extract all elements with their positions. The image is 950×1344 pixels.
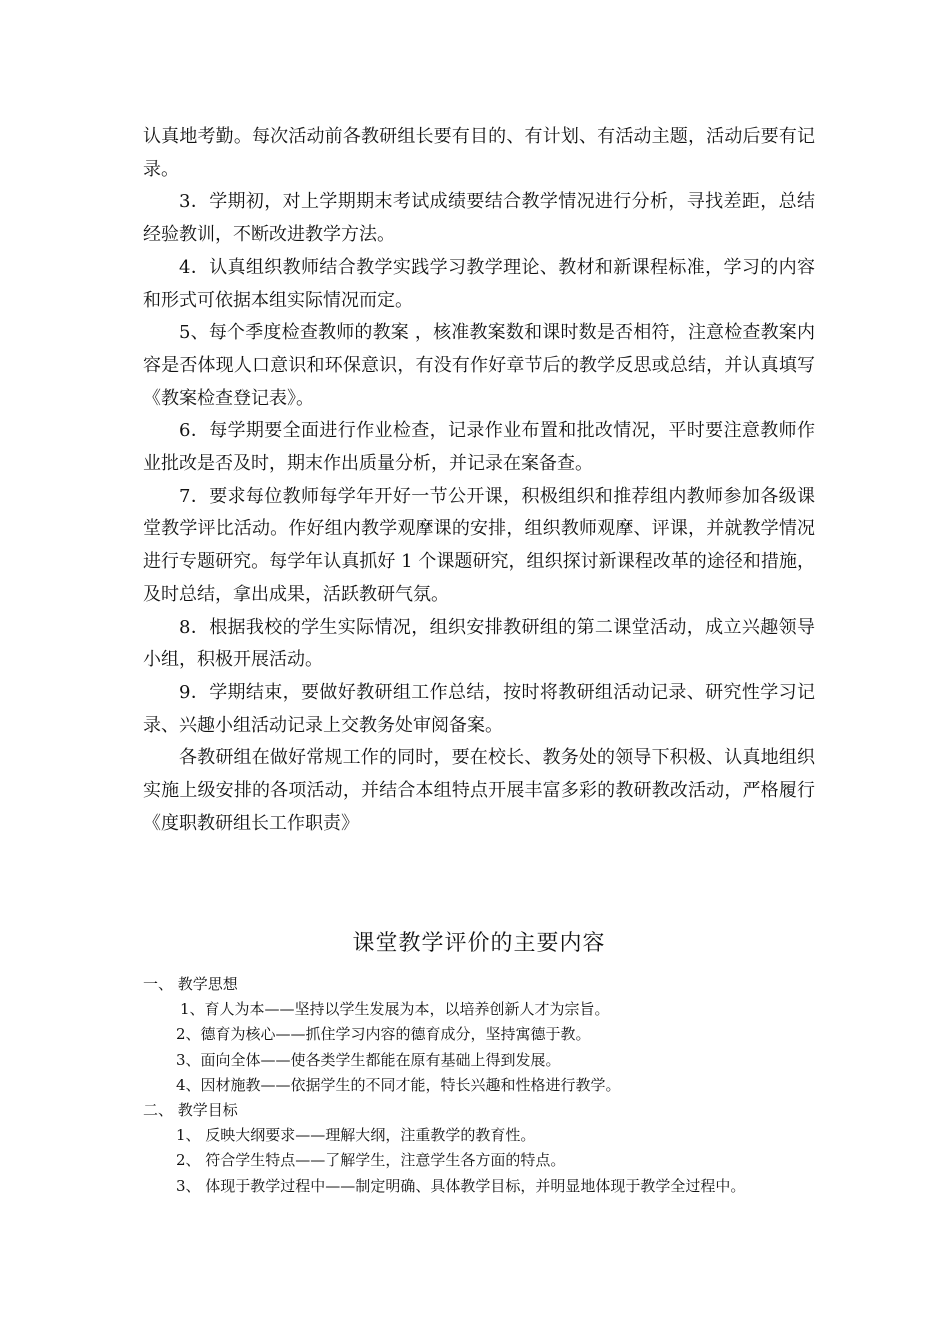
outline-item: 1、 反映大纲要求——理解大纲，注重教学的教育性。 [176, 1126, 536, 1145]
paragraph-item-9: 9．学期结束，要做好教研组工作总结，按时将教研组活动记录、研究性学习记录、兴趣小组活动记录上交教务处审阅备案。 [143, 681, 815, 736]
regulation-body [143, 121, 815, 840]
paragraph-item-6: 6．每学期要全面进行作业检查，记录作业布置和批改情况，平时要注意教师作业批改是否及时，期末作出质量分析，并记录在案备查。 [143, 420, 815, 475]
paragraph-continuation: 认真地考勤。每次活动前各教研组长要有目的、有计划、有活动主题，活动后要有记录。 [143, 126, 815, 180]
outline-item: 2、 符合学生特点——了解学生，注意学生各方面的特点。 [176, 1151, 566, 1170]
paragraph-item-4: 4．认真组织教师结合教学实践学习教学理论、教材和新课程标准，学习的内容和形式可依据本组实际情况而定。 [143, 256, 815, 311]
paragraph-item-7: 7．要求每位教师每学年开好一节公开课，积极组织和推荐组内教师参加各级课堂教学评比活动。作好组内教学观摩课的安排，组织教师观摩、评课，并就教学情况进行专题研究。每学年认真抓好 1 个课题研究，组织探讨新课程改革的途径和措施，及时总结，拿出成果，活跃教研气氛。 [143, 485, 815, 605]
outline-item: 3、 体现于教学过程中——制定明确、具体教学目标，并明显地体现于教学全过程中。 [176, 1176, 746, 1195]
outline-heading-teaching-thought: 一、 教学思想 [143, 975, 238, 993]
paragraph-item-3: 3．学期初，对上学期期末考试成绩要结合教学情况进行分析，寻找差距，总结经验教训，不断改进教学方法。 [143, 191, 815, 246]
evaluation-outline [143, 972, 815, 1199]
outline-heading-teaching-goals: 二、 教学目标 [143, 1101, 238, 1120]
outline-item: 4、因材施教——依据学生的不同才能，特长兴趣和性格进行教学。 [176, 1075, 621, 1094]
paragraph-item-5: 5、每个季度检查教师的教案 ，核准教案数和课时数是否相符，注意检查教案内容是否体现人口意识和环保意识，有没有作好章节后的教学反思或总结，并认真填写《教案检查登记表》。 [143, 322, 815, 409]
outline-item: 1、育人为本——坚持以学生发展为本，以培养创新人才为宗旨。 [180, 1000, 610, 1019]
paragraph-item-8: 8．根据我校的学生实际情况，组织安排教研组的第二课堂活动，成立兴趣领导小组，积极开展活动。 [143, 616, 815, 671]
outline-item: 2、德育为核心——抓住学习内容的德育成分，坚持寓德于教。 [176, 1025, 591, 1044]
section-title: 课堂教学评价的主要内容 [352, 931, 606, 956]
paragraph-summary: 各教研组在做好常规工作的同时，要在校长、教务处的领导下积极、认真地组织实施上级安排的各项活动，并结合本组特点开展丰富多彩的教研教改活动，严格履行《度职教研组长工作职责》 [143, 747, 815, 834]
outline-item: 3、面向全体——使各类学生都能在原有基础上得到发展。 [176, 1050, 561, 1069]
